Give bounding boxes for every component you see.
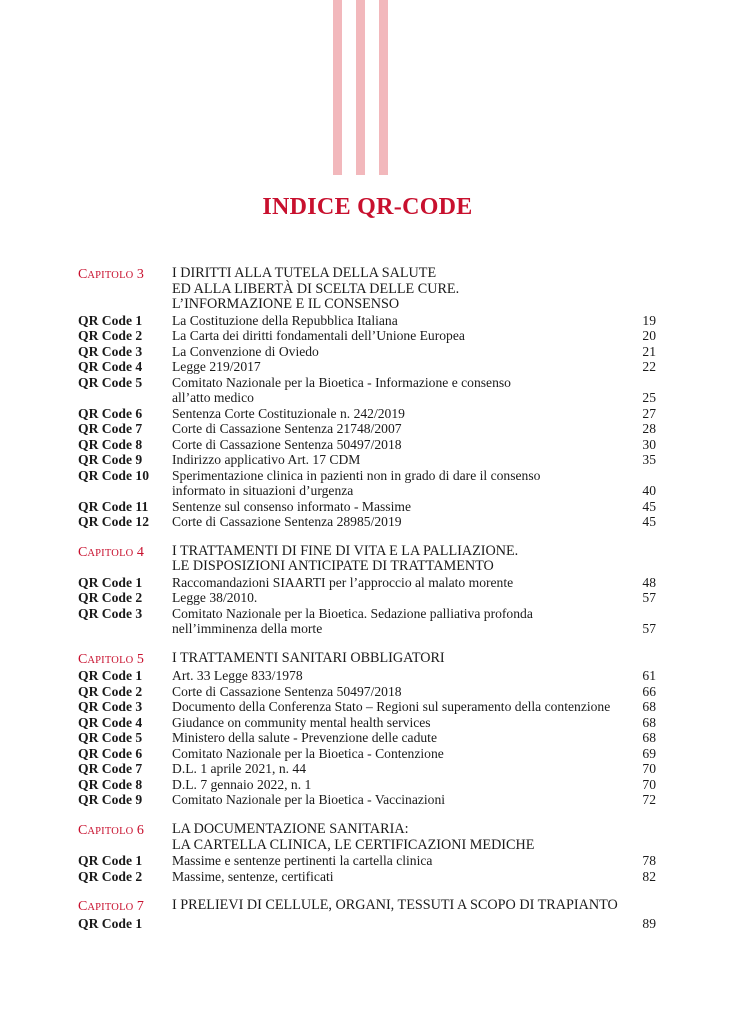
qr-code-label: QR Code 12 [78, 514, 149, 530]
chapter-label-initial: C [78, 899, 88, 915]
qr-code-label: QR Code 10 [78, 467, 149, 483]
page-number: 57 [642, 590, 656, 606]
qr-code-label: QR Code 1 [78, 312, 143, 328]
toc-entry[interactable] [78, 746, 656, 762]
page-number: 19 [642, 312, 656, 328]
chapter-block [78, 544, 656, 637]
toc-entry[interactable] [78, 328, 656, 344]
entry-text: Legge 219/2017 [172, 359, 261, 375]
chapter-label-initial: C [78, 544, 88, 560]
toc-entry[interactable] [78, 437, 656, 453]
page-number: 25 [642, 390, 656, 406]
entry-text: Comitato Nazionale per la Bioetica - Contenzione [172, 745, 444, 761]
toc-entry[interactable] [78, 869, 656, 885]
entry-text: Massime e sentenze pertinenti la cartella clinica [172, 853, 433, 869]
toc-entry[interactable] [78, 375, 656, 406]
page-number: 78 [642, 853, 656, 869]
chapter-block [78, 898, 656, 931]
entry-text: Comitato Nazionale per la Bioetica. Sedazione palliativa profonda nell’imminenza della morte [172, 605, 533, 637]
entry-text: Indirizzo applicativo Art. 17 CDM [172, 452, 361, 468]
qr-code-label: QR Code 6 [78, 405, 143, 421]
toc-entry[interactable] [78, 715, 656, 731]
page-number: 27 [642, 405, 656, 421]
chapter-label [78, 544, 172, 575]
entry-text: La Convenzione di Oviedo [172, 343, 319, 359]
toc-entry[interactable] [78, 792, 656, 808]
page-spacer [622, 544, 656, 575]
chapter-label [78, 822, 172, 853]
chapter-label [78, 266, 172, 313]
entry-text: Comitato Nazionale per la Bioetica - Informazione e consenso all’atto medico [172, 374, 511, 406]
qr-code-label: QR Code 6 [78, 745, 143, 761]
chapter-label [78, 651, 172, 669]
entry-text: Corte di Cassazione Sentenza 50497/2018 [172, 683, 402, 699]
chapter-block [78, 266, 656, 530]
qr-code-label: QR Code 2 [78, 868, 143, 884]
entry-text: Massime, sentenze, certificati [172, 868, 334, 884]
page-number: 40 [642, 483, 656, 499]
qr-code-label: QR Code 2 [78, 328, 143, 344]
chapter-heading [78, 822, 656, 853]
page-title: INDICE QR-CODE [262, 194, 473, 220]
chapter-number: 5 [136, 651, 144, 667]
page-number: 68 [642, 714, 656, 730]
toc-entry[interactable] [78, 421, 656, 437]
entry-text: Sperimentazione clinica in pazienti non in grado di dare il consenso informato in situazioni d’urgenza [172, 467, 541, 499]
page-number: 66 [642, 683, 656, 699]
entry-text [172, 916, 622, 932]
entry-text: Comitato Nazionale per la Bioetica - Vaccinazioni [172, 792, 446, 808]
entry-text: Ministero della salute - Prevenzione delle cadute [172, 730, 437, 746]
stripe [379, 0, 388, 175]
qr-code-label: QR Code 1 [78, 853, 143, 869]
toc-entry[interactable] [78, 684, 656, 700]
chapter-label-initial: C [78, 822, 88, 838]
page-number: 30 [642, 436, 656, 452]
page-number: 22 [642, 359, 656, 375]
page-number: 68 [642, 730, 656, 746]
toc-entry[interactable] [78, 668, 656, 684]
qr-code-label: QR Code 3 [78, 699, 143, 715]
page-number: 48 [642, 574, 656, 590]
toc-entry[interactable] [78, 590, 656, 606]
stripe [333, 0, 342, 175]
entry-text: Sentenza Corte Costituzionale n. 242/2019 [172, 405, 405, 421]
chapter-heading [78, 651, 656, 669]
page-number: 21 [642, 343, 656, 359]
chapter-label [78, 898, 172, 916]
entry-text: D.L. 7 gennaio 2022, n. 1 [172, 776, 312, 792]
page-number: 20 [642, 328, 656, 344]
qr-code-label: QR Code 4 [78, 714, 143, 730]
page-number: 28 [642, 421, 656, 437]
toc-entry[interactable] [78, 730, 656, 746]
qr-code-label: QR Code 5 [78, 730, 143, 746]
stripe [356, 0, 365, 175]
chapter-label-word: APITOLO [87, 654, 134, 666]
qr-code-label: QR Code 4 [78, 359, 143, 375]
chapter-title: I TRATTAMENTI DI FINE DI VITA E LA PALLIAZIONE. LE DISPOSIZIONI ANTICIPATE DI TRATTAMENTO [172, 542, 519, 575]
entry-text: Art. 33 Legge 833/1978 [172, 668, 303, 684]
page-spacer [622, 898, 656, 916]
page-spacer [622, 822, 656, 853]
chapter-label-word: APITOLO [87, 547, 134, 559]
chapter-heading [78, 898, 656, 916]
chapter-number: 6 [136, 822, 144, 838]
chapter-number: 3 [136, 267, 144, 282]
page-number: 57 [642, 621, 656, 637]
qr-code-label: QR Code 2 [78, 683, 143, 699]
toc-entry[interactable] [78, 468, 656, 499]
chapter-heading [78, 544, 656, 575]
qr-code-label: QR Code 3 [78, 343, 143, 359]
qr-code-label: QR Code 2 [78, 590, 143, 606]
chapter-label-word: APITOLO [87, 825, 134, 837]
entry-text: Corte di Cassazione Sentenza 50497/2018 [172, 436, 402, 452]
qr-code-label: QR Code 11 [78, 498, 149, 514]
toc-entry[interactable] [78, 777, 656, 793]
page-spacer [622, 651, 656, 669]
entry-text: Corte di Cassazione Sentenza 28985/2019 [172, 514, 402, 530]
page-number: 69 [642, 745, 656, 761]
toc-entry[interactable] [78, 606, 656, 637]
entry-text: La Costituzione della Repubblica Italiana [172, 312, 398, 328]
table-of-contents [78, 266, 656, 945]
qr-code-label: QR Code 5 [78, 374, 143, 390]
entry-text: D.L. 1 aprile 2021, n. 44 [172, 761, 307, 777]
page-number: 72 [642, 792, 656, 808]
qr-code-label: QR Code 1 [78, 915, 143, 931]
page-number: 68 [642, 699, 656, 715]
qr-code-label: QR Code 1 [78, 574, 143, 590]
page-number: 70 [642, 761, 656, 777]
chapter-block [78, 651, 656, 808]
toc-entry[interactable] [78, 406, 656, 422]
page-number: 45 [642, 514, 656, 530]
chapter-number: 7 [136, 899, 144, 915]
chapter-label-word: APITOLO [87, 270, 134, 281]
entry-text: Sentenze sul consenso informato - Massime [172, 498, 411, 514]
toc-entry[interactable] [78, 853, 656, 869]
entry-text: Raccomandazioni SIAARTI per l’approccio al malato morente [172, 574, 514, 590]
chapter-label-word: APITOLO [87, 902, 134, 914]
chapter-title: I TRATTAMENTI SANITARI OBBLIGATORI [172, 649, 445, 666]
toc-entry[interactable] [78, 313, 656, 329]
page-number: 61 [642, 668, 656, 684]
chapter-title: LA DOCUMENTAZIONE SANITARIA: LA CARTELLA CLINICA, LE CERTIFICAZIONI MEDICHE [172, 820, 535, 853]
toc-entry[interactable] [78, 452, 656, 468]
qr-code-label: QR Code 9 [78, 452, 143, 468]
entry-text: Corte di Cassazione Sentenza 21748/2007 [172, 421, 402, 437]
chapter-title: I DIRITTI ALLA TUTELA DELLA SALUTE ED ALLA LIBERTÀ DI SCELTA DELLE CURE. L’INFORMAZIONE E IL CONSENSO [172, 265, 460, 313]
toc-entry[interactable] [78, 514, 656, 530]
qr-code-label: QR Code 3 [78, 605, 143, 621]
page-number: 45 [642, 498, 656, 514]
qr-code-label: QR Code 8 [78, 436, 143, 452]
page-number: 82 [642, 868, 656, 884]
page-number: 35 [642, 452, 656, 468]
page-number: 89 [642, 915, 656, 931]
toc-entry[interactable] [78, 499, 656, 515]
page-number: 70 [642, 776, 656, 792]
chapter-label-initial: C [78, 651, 88, 667]
entry-text: La Carta dei diritti fondamentali dell’Unione Europea [172, 328, 465, 344]
chapter-label-initial: C [78, 267, 88, 282]
chapter-block [78, 822, 656, 884]
toc-entry[interactable] [78, 344, 656, 360]
toc-entry[interactable] [78, 575, 656, 591]
chapter-heading [78, 266, 656, 313]
toc-entry[interactable] [78, 359, 656, 375]
chapter-title: I PRELIEVI DI CELLULE, ORGANI, TESSUTI A SCOPO DI TRAPIANTO [172, 897, 618, 914]
qr-code-label: QR Code 8 [78, 776, 143, 792]
toc-entry[interactable] [78, 916, 656, 932]
entry-text: Legge 38/2010. [172, 590, 258, 606]
page-spacer [622, 266, 656, 313]
entry-text: Documento della Conferenza Stato – Regioni sul superamento della contenzione [172, 699, 611, 715]
qr-code-label: QR Code 7 [78, 761, 143, 777]
qr-code-label: QR Code 7 [78, 421, 143, 437]
qr-code-label: QR Code 9 [78, 792, 143, 808]
chapter-number: 4 [136, 544, 144, 560]
qr-code-label: QR Code 1 [78, 668, 143, 684]
toc-entry[interactable] [78, 699, 656, 715]
entry-text: Giudance on community mental health services [172, 714, 431, 730]
toc-entry[interactable] [78, 761, 656, 777]
